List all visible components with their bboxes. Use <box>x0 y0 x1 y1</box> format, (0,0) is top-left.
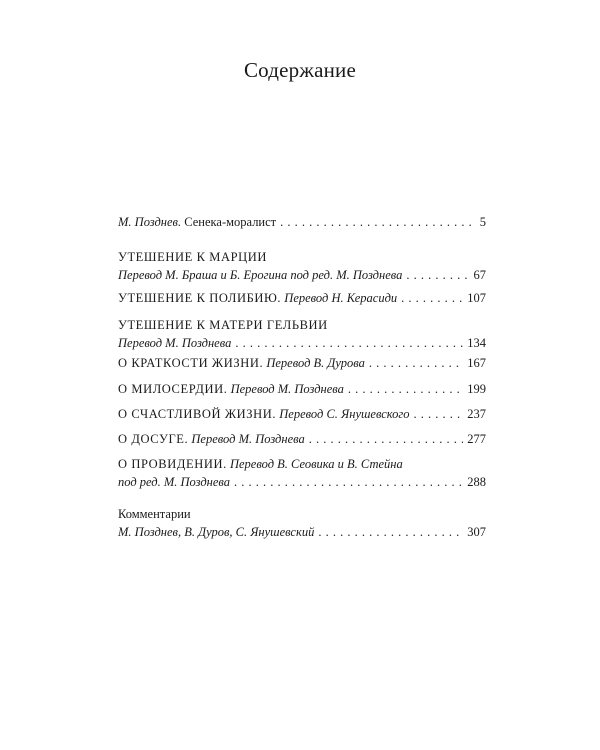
entry-title: О КРАТКОСТИ ЖИЗНИ. <box>118 356 264 370</box>
entry-authors: М. Позднев, В. Дуров, С. Янушевский <box>118 525 315 539</box>
entry-title: О СЧАСТЛИВОЙ ЖИЗНИ. <box>118 407 277 421</box>
entry-translator: Перевод М. Позднева <box>118 336 232 350</box>
entry-title: УТЕШЕНИЕ К ПОЛИБИЮ. <box>118 291 282 305</box>
entry-translator-cont: под ред. М. Позднева <box>118 475 230 489</box>
entry-translator: Перевод М. Позднева <box>230 382 344 396</box>
entry-title: О ПРОВИДЕНИИ. <box>118 457 227 471</box>
entry-title: УТЕШЕНИЕ К МАРЦИИ <box>118 250 268 264</box>
page-number: 307 <box>467 525 486 539</box>
dot-leader <box>348 380 463 398</box>
entry-title: УТЕШЕНИЕ К МАТЕРИ ГЕЛЬВИИ <box>118 318 328 332</box>
toc-entry-polybius[interactable] <box>118 289 486 307</box>
page-number: 199 <box>467 382 486 396</box>
dot-leader <box>235 334 463 352</box>
toc-entry-introduction[interactable] <box>118 213 486 231</box>
dot-leader <box>280 213 476 231</box>
entry-translator: Перевод В. Дурова <box>266 356 365 370</box>
toc-entry-leisure[interactable] <box>118 430 486 448</box>
toc-entry-providence[interactable] <box>118 455 486 491</box>
toc-entry-brevity[interactable] <box>118 354 486 372</box>
entry-title: О ДОСУГЕ. <box>118 432 189 446</box>
dot-leader <box>318 523 463 541</box>
dot-leader <box>234 473 463 491</box>
toc-entry-clemency[interactable] <box>118 380 486 398</box>
entry-translator: Перевод Н. Керасиди <box>284 291 398 305</box>
dot-leader <box>414 405 464 423</box>
entry-title: О МИЛОСЕРДИИ. <box>118 382 228 396</box>
page-number: 107 <box>467 291 486 305</box>
toc-entry-happy-life[interactable] <box>118 405 486 423</box>
toc-entry-commentary[interactable] <box>118 505 486 541</box>
page-number: 5 <box>479 215 486 229</box>
dot-leader <box>309 430 464 448</box>
page-number: 67 <box>473 268 486 282</box>
toc-entry-marcia[interactable] <box>118 248 486 284</box>
page-number: 167 <box>467 356 486 370</box>
toc-entry-helvia[interactable] <box>118 316 486 352</box>
dot-leader <box>401 289 463 307</box>
entry-translator: Перевод М. Позднева <box>191 432 305 446</box>
entry-translator: Перевод В. Сеовика и В. Стейна <box>229 457 403 471</box>
page-number: 277 <box>467 432 486 446</box>
entry-author: М. Позднев. <box>118 215 182 229</box>
dot-leader <box>406 266 469 284</box>
entry-title: Комментарии <box>118 507 191 521</box>
page-number: 237 <box>467 407 486 421</box>
page-number: 134 <box>467 336 486 350</box>
page-number: 288 <box>467 475 486 489</box>
page-title: Содержание <box>243 58 357 82</box>
dot-leader <box>369 354 463 372</box>
entry-title: Сенека-моралист <box>184 215 277 229</box>
entry-translator: Перевод С. Янушевского <box>279 407 410 421</box>
entry-translator: Перевод М. Браша и Б. Ерогина под ред. М. Позднева <box>118 268 403 282</box>
